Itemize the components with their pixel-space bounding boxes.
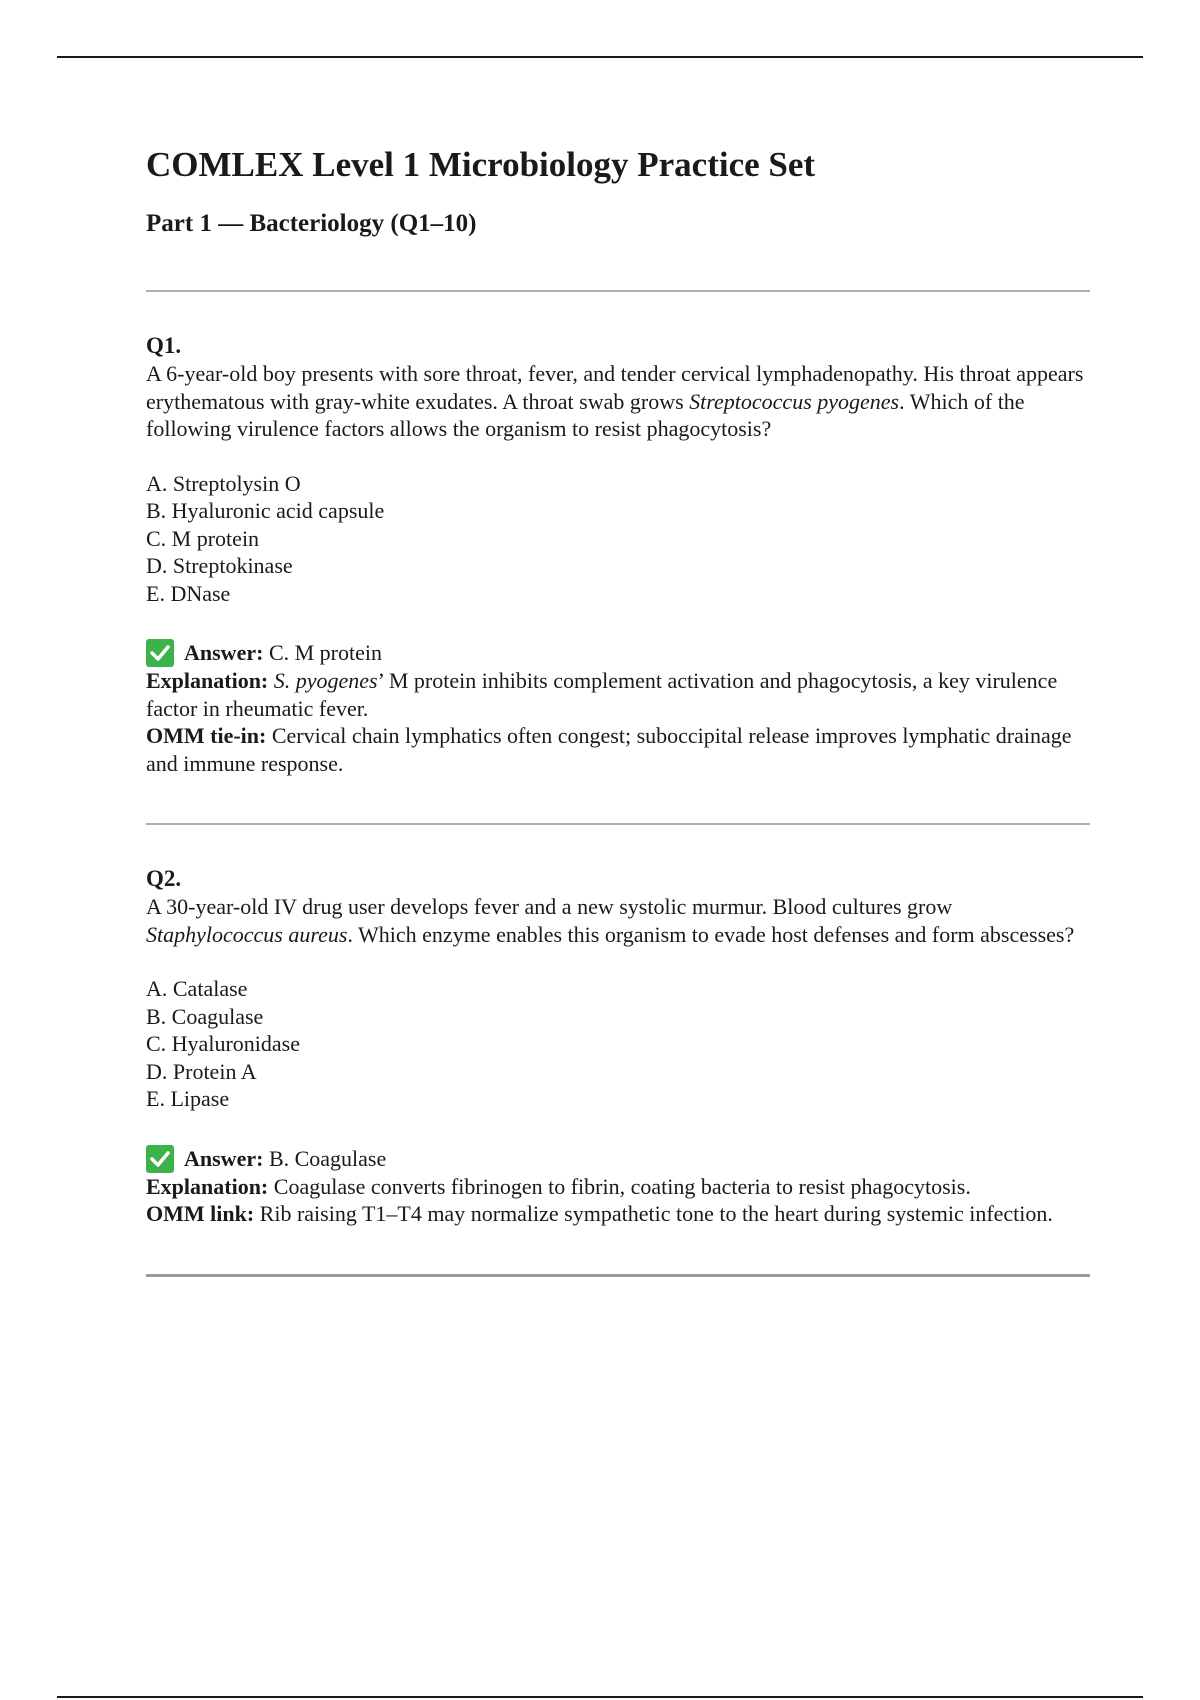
part-heading: Part 1 — Bacteriology (Q1–10) [146, 210, 477, 237]
document-body [146, 140, 1090, 1277]
answer-label: Answer: [184, 1145, 264, 1171]
option-b: B. Hyaluronic acid capsule [146, 498, 385, 523]
stem-text: A 30-year-old IV drug user develops fever and a new systolic murmur. Blood cultures grow [146, 894, 953, 919]
explanation-organism: S. pyogenes [273, 668, 378, 693]
explanation-text: ’ M protein inhibits complement activation and phagocytosis, a key virulence factor in rheumatic fever. [146, 668, 1058, 721]
answer-block [146, 639, 1090, 777]
option-c: C. M protein [146, 525, 260, 551]
option-b: B. Coagulase [146, 1003, 264, 1029]
question-stem [146, 360, 1090, 443]
omm-label: OMM link: [146, 1201, 255, 1226]
answer-value: B. Coagulase [268, 1145, 387, 1171]
answer-options [146, 975, 1090, 1113]
option-a: A. Streptolysin O [146, 470, 301, 496]
question-label: Q2. [146, 866, 182, 891]
explanation [146, 667, 1090, 722]
check-mark-icon [146, 1145, 174, 1173]
answer-line [146, 1145, 1090, 1173]
stem-text: . Which enzyme enables this organism to evade host defenses and form abscesses? [347, 921, 1075, 947]
question-1 [146, 292, 1090, 823]
stem-organism: Staphylococcus aureus [146, 921, 348, 947]
stem-text: . Which of the following virulence factors allows the organism to resist phagocytosis? [146, 388, 1025, 441]
omm-label: OMM tie-in: [146, 723, 267, 748]
stem-text: A 6-year-old boy presents with sore throat, fever, and tender cervical lymphadenopathy. His throat appears erythematous with gray-white exudates. A throat swab grows [146, 361, 1084, 414]
option-a: A. Catalase [146, 976, 248, 1001]
explanation-label: Explanation: [146, 668, 269, 693]
explanation-text: Coagulase converts fibrinogen to fibrin, coating bacteria to resist phagocytosis. [273, 1173, 971, 1199]
omm-tie-in [146, 722, 1090, 777]
answer-label: Answer: [184, 640, 264, 666]
page-top-rule [57, 56, 1143, 58]
explanation [146, 1173, 1090, 1201]
option-d: D. Streptokinase [146, 553, 293, 578]
stem-organism: Streptococcus pyogenes [689, 388, 900, 414]
check-mark-icon [146, 639, 174, 667]
answer-options [146, 470, 1090, 608]
omm-text: Rib raising T1–T4 may normalize sympathetic tone to the heart during systemic infection. [259, 1201, 1053, 1226]
answer-value: C. M protein [268, 640, 382, 666]
option-e: E. DNase [146, 580, 231, 606]
explanation-label: Explanation: [146, 1173, 269, 1199]
omm-link [146, 1200, 1090, 1228]
question-2 [146, 825, 1090, 1274]
document-title: COMLEX Level 1 Microbiology Practice Set [146, 145, 816, 184]
page-bottom-rule [57, 1696, 1143, 1698]
question-stem [146, 893, 1090, 948]
answer-line [146, 639, 1090, 667]
option-c: C. Hyaluronidase [146, 1031, 300, 1056]
question-label: Q1. [146, 333, 182, 358]
answer-block [146, 1145, 1090, 1228]
omm-text: Cervical chain lymphatics often congest; suboccipital release improves lymphatic drainage and immune response. [146, 723, 1072, 776]
section-divider [146, 1274, 1090, 1277]
option-e: E. Lipase [146, 1086, 230, 1111]
option-d: D. Protein A [146, 1058, 257, 1084]
